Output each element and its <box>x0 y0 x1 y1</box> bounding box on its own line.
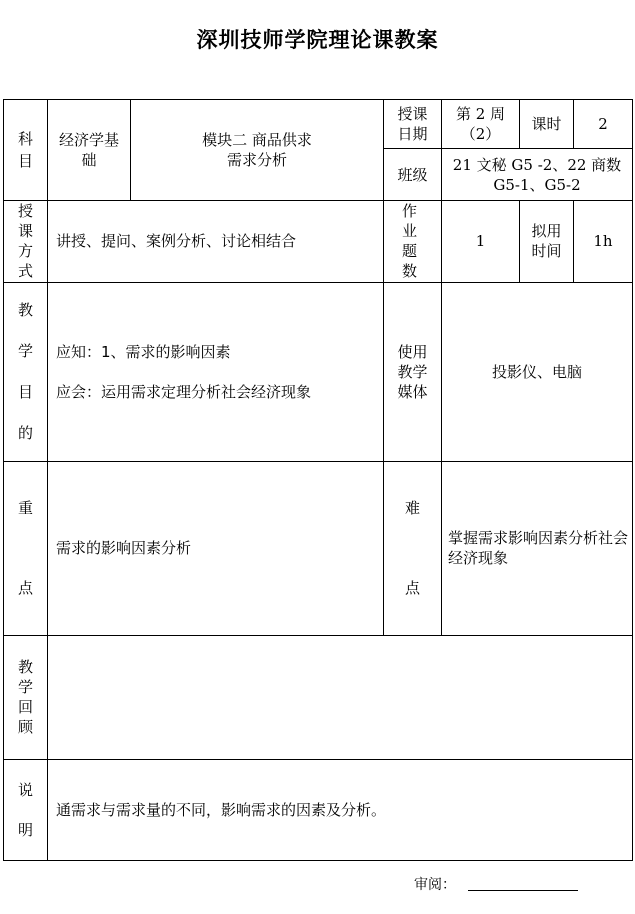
hours-label: 课时 <box>531 114 562 133</box>
note-value: 通需求与需求量的不同，影响需求的因素及分析。 <box>56 800 387 819</box>
approval-signature-line <box>468 890 578 891</box>
difficulty-value: 掌握需求影响因素分析社会经济现象 <box>448 529 629 567</box>
class-cell <box>442 149 632 200</box>
module-cell <box>131 99 383 200</box>
time-label: 拟用时间 <box>531 222 562 260</box>
class-label: 班级 <box>397 165 428 184</box>
difficulty-label: 难点 <box>404 499 420 597</box>
goal-label: 教学目的 <box>17 300 33 442</box>
subject-label: 科目 <box>17 129 33 170</box>
approval-label: 审阅： <box>414 877 456 893</box>
focus-label: 重点 <box>17 499 33 597</box>
week-cell <box>442 99 519 148</box>
hours-value: 2 <box>598 114 608 133</box>
homework-value: 1 <box>475 232 486 250</box>
homework-label: 作业题数 <box>401 202 423 280</box>
goal-line2: 应会：运用需求定理分析社会经济现象 <box>56 382 312 401</box>
class-line2: G5-1、G5-2 <box>493 175 581 194</box>
week-line2: （2） <box>460 124 501 143</box>
time-value: 1h <box>593 232 613 250</box>
week-line1: 第 2 周 <box>455 104 506 123</box>
method-label: 授课方式 <box>17 202 33 280</box>
class-line1: 21 文秘 G5 -2、22 商数 <box>452 155 622 174</box>
method-value: 讲授、提问、案例分析、讨论相结合 <box>56 232 297 250</box>
review-value <box>48 635 632 759</box>
date-label: 授课日期 <box>397 104 428 143</box>
page-title: 深圳技师学院理论课教案 <box>196 28 439 52</box>
module-line1: 模块二 商品供求 <box>202 130 312 149</box>
subject-value: 经济学基础 <box>58 130 119 169</box>
focus-value: 需求的影响因素分析 <box>56 539 192 557</box>
goal-line1: 应知：1、需求的影响因素 <box>56 342 231 361</box>
goal-cell <box>48 282 383 461</box>
media-value: 投影仪、电脑 <box>491 362 582 381</box>
media-label: 使用教学媒体 <box>397 342 428 401</box>
module-line2: 需求分析 <box>226 150 287 169</box>
review-label: 教学回顾 <box>17 658 33 736</box>
note-label: 说明 <box>17 780 33 839</box>
